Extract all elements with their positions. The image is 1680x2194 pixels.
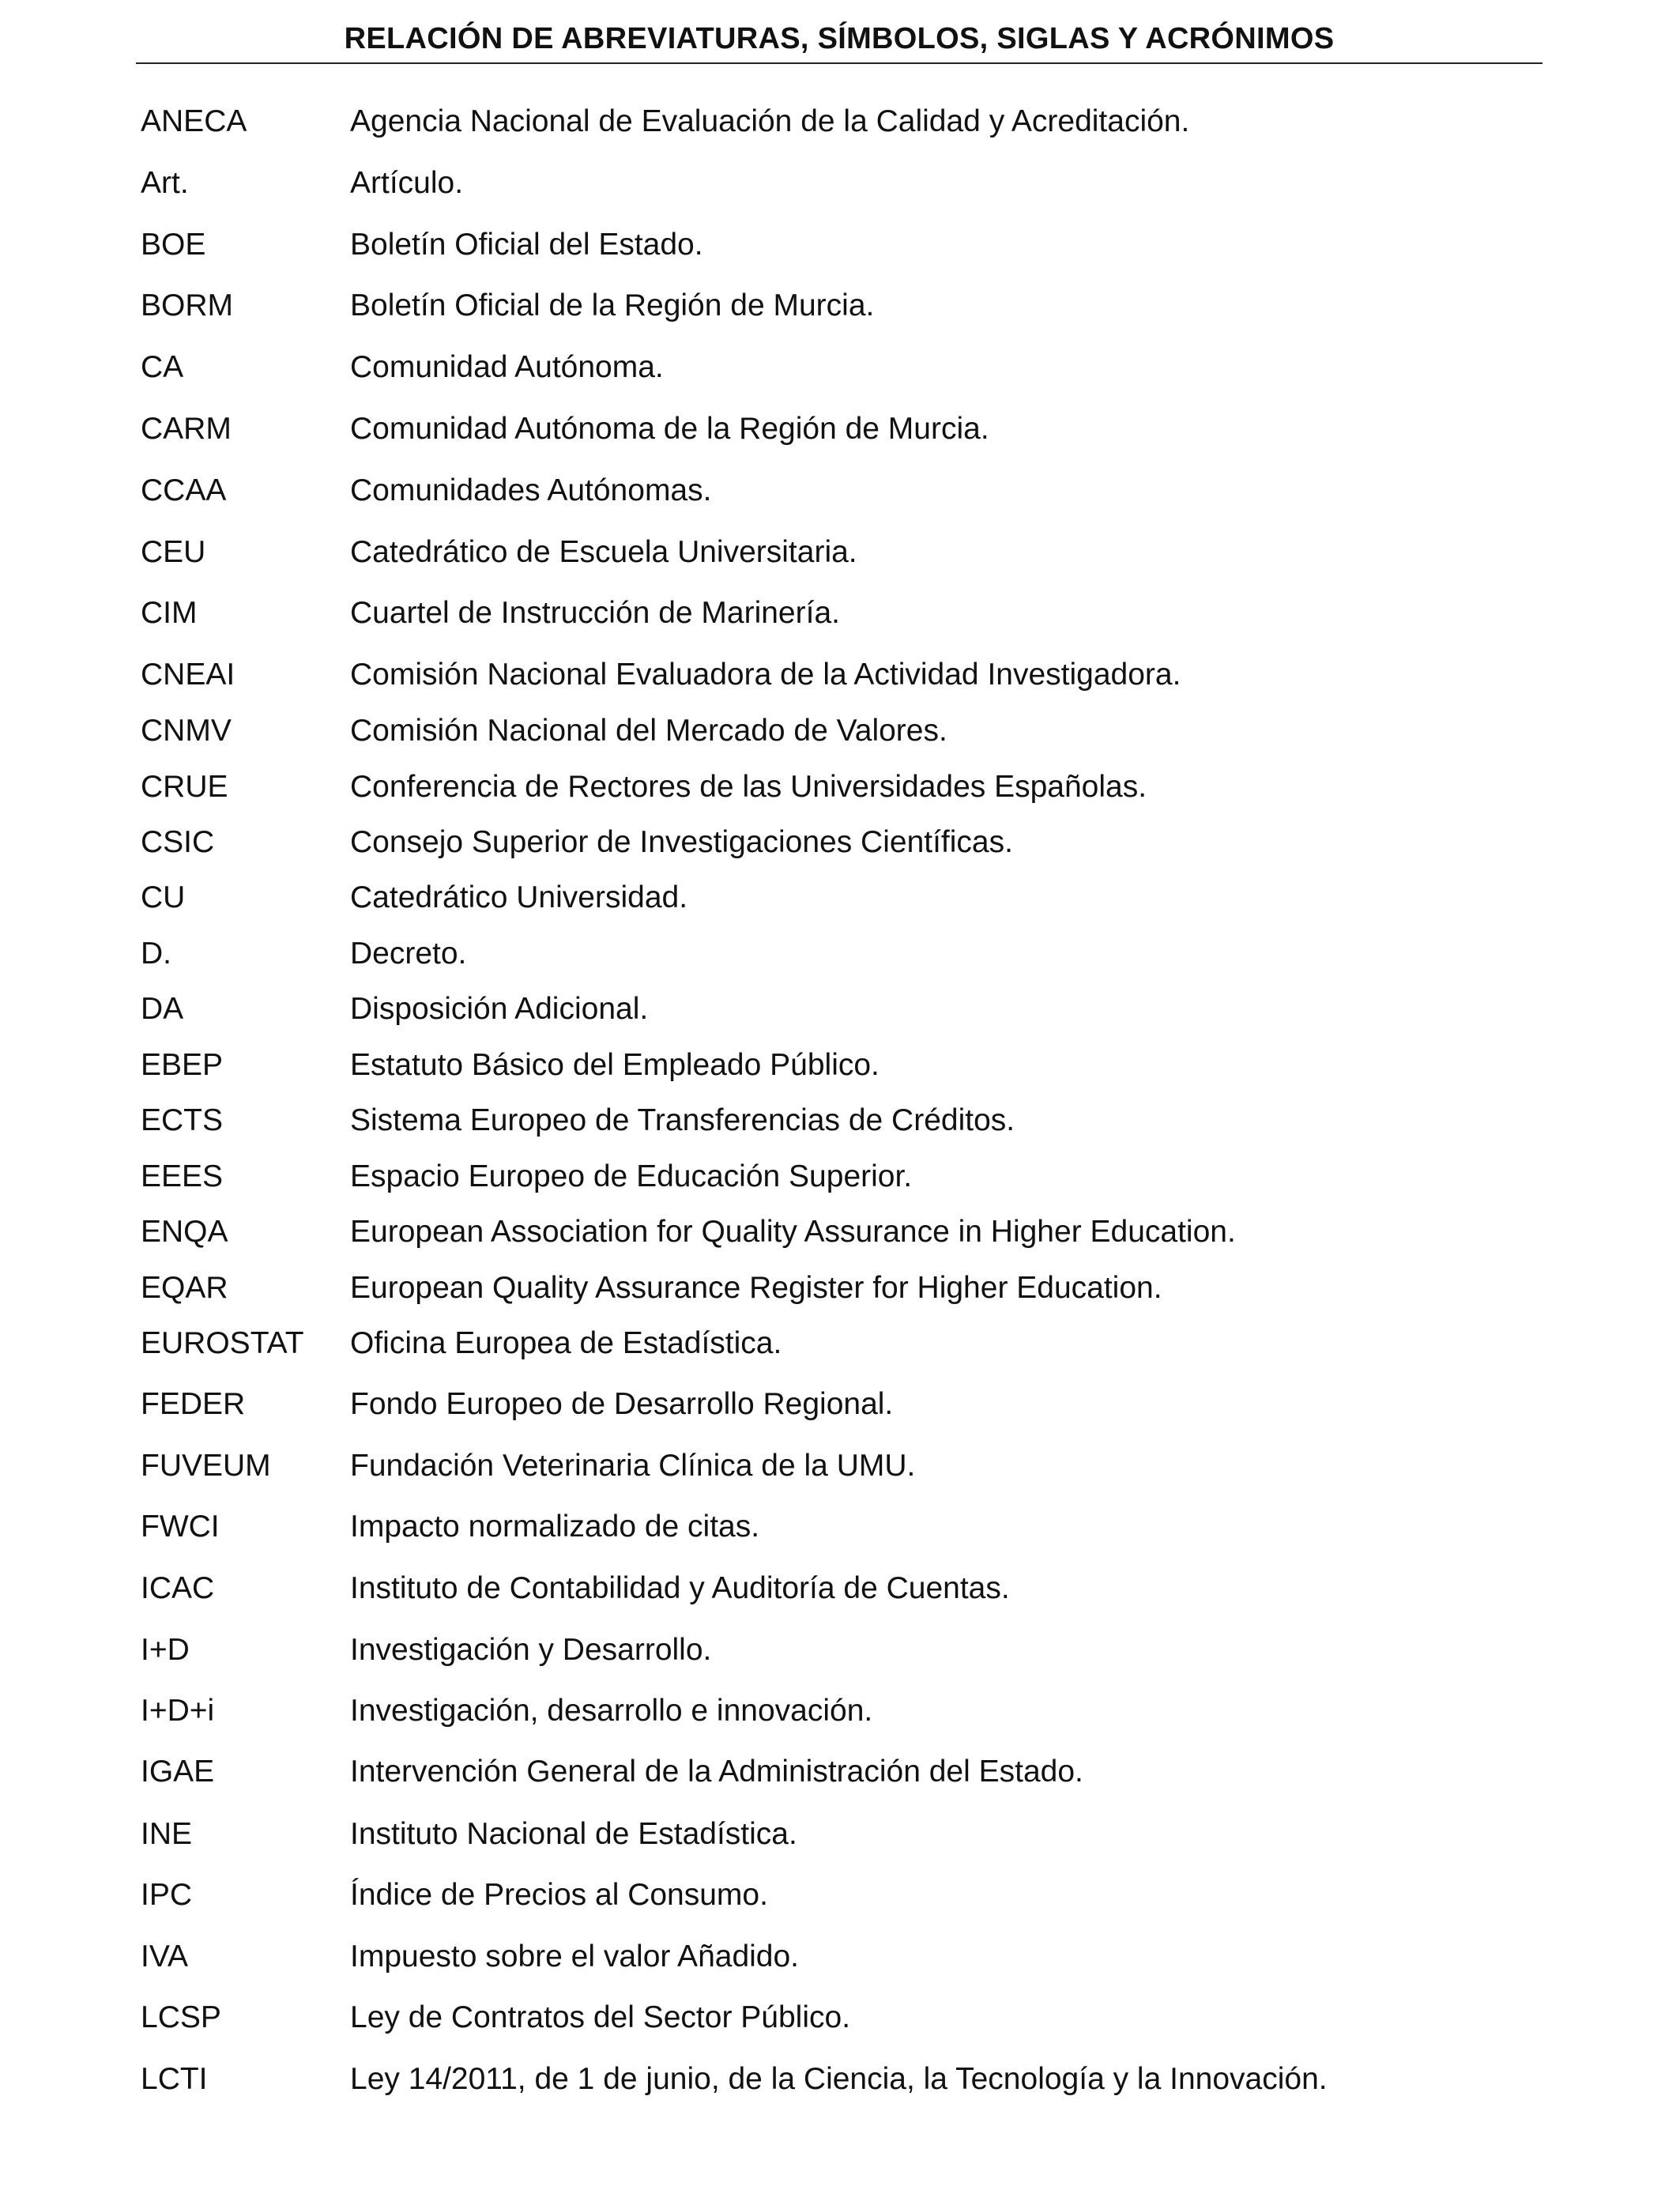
abbreviation-term: IPC — [141, 1878, 193, 1912]
abbreviation-definition: Impacto normalizado de citas. — [350, 1510, 760, 1544]
abbreviation-definition: Comisión Nacional del Mercado de Valores. — [350, 714, 947, 748]
abbreviation-term: CNEAI — [141, 658, 235, 692]
abbreviation-definition: Instituto Nacional de Estadística. — [350, 1817, 797, 1851]
abbreviation-definition: Artículo. — [350, 166, 464, 200]
abbreviation-term: DA — [141, 992, 184, 1026]
abbreviation-term: CU — [141, 880, 186, 914]
abbreviation-definition: Investigación, desarrollo e innovación. — [350, 1694, 873, 1728]
abbreviation-definition: Comunidad Autónoma de la Región de Murcia. — [350, 412, 989, 446]
abbreviation-term: I+D — [141, 1633, 190, 1667]
abbreviation-definition: Consejo Superior de Investigaciones Científicas. — [350, 825, 1013, 859]
abbreviation-term: D. — [141, 937, 171, 971]
abbreviation-term: INE — [141, 1817, 193, 1851]
page-title: RELACIÓN DE ABREVIATURAS, SÍMBOLOS, SIGLAS Y ACRÓNIMOS — [344, 22, 1335, 55]
abbreviation-term: LCSP — [141, 2000, 221, 2034]
abbreviation-definition: Oficina Europea de Estadística. — [350, 1326, 782, 1360]
abbreviation-term: I+D+i — [141, 1694, 215, 1728]
abbreviation-term: IGAE — [141, 1755, 215, 1789]
abbreviation-definition: Comisión Nacional Evaluadora de la Actividad Investigadora. — [350, 658, 1181, 692]
abbreviation-term: FEDER — [141, 1387, 246, 1421]
abbreviation-definition: Sistema Europeo de Transferencias de Créditos. — [350, 1103, 1015, 1137]
abbreviation-definition: Conferencia de Rectores de las Universidades Españolas. — [350, 770, 1147, 804]
abbreviation-term: CSIC — [141, 825, 215, 859]
abbreviation-definition: Fondo Europeo de Desarrollo Regional. — [350, 1387, 894, 1421]
abbreviation-term: EBEP — [141, 1048, 224, 1082]
abbreviation-term: CCAA — [141, 473, 227, 507]
abbreviation-term: FUVEUM — [141, 1449, 271, 1483]
abbreviation-definition: Comunidad Autónoma. — [350, 350, 664, 384]
abbreviation-definition: Espacio Europeo de Educación Superior. — [350, 1159, 913, 1193]
abbreviation-term: ICAC — [141, 1571, 215, 1605]
abbreviation-definition: Instituto de Contabilidad y Auditoría de Cuentas. — [350, 1571, 1010, 1605]
abbreviation-term: IVA — [141, 1940, 188, 1973]
abbreviation-term: Art. — [141, 166, 189, 200]
abbreviation-definition: Boletín Oficial del Estado. — [350, 228, 703, 262]
abbreviation-term: CIM — [141, 596, 198, 630]
abbreviation-definition: Índice de Precios al Consumo. — [350, 1878, 768, 1912]
abbreviation-definition: Intervención General de la Administración del Estado. — [350, 1755, 1083, 1789]
abbreviation-definition: Catedrático de Escuela Universitaria. — [350, 535, 857, 569]
abbreviation-term: CRUE — [141, 770, 228, 804]
abbreviation-definition: Fundación Veterinaria Clínica de la UMU. — [350, 1449, 916, 1483]
abbreviation-term: CA — [141, 350, 184, 384]
abbreviation-definition: Catedrático Universidad. — [350, 880, 688, 914]
abbreviation-definition: Agencia Nacional de Evaluación de la Calidad y Acreditación. — [350, 104, 1190, 138]
abbreviation-definition: Ley 14/2011, de 1 de junio, de la Ciencia, la Tecnología y la Innovación. — [350, 2062, 1328, 2096]
abbreviation-definition: Cuartel de Instrucción de Marinería. — [350, 596, 840, 630]
abbreviation-term: ECTS — [141, 1103, 224, 1137]
abbreviation-definition: Impuesto sobre el valor Añadido. — [350, 1940, 800, 1973]
abbreviation-definition: Boletín Oficial de la Región de Murcia. — [350, 288, 875, 322]
abbreviation-term: CARM — [141, 412, 232, 446]
abbreviation-definition: Estatuto Básico del Empleado Público. — [350, 1048, 880, 1082]
abbreviation-term: CEU — [141, 535, 206, 569]
abbreviation-term: EEES — [141, 1159, 224, 1193]
abbreviation-definition: European Quality Assurance Register for Higher Education. — [350, 1271, 1162, 1305]
abbreviation-definition: Investigación y Desarrollo. — [350, 1633, 712, 1667]
abbreviation-term: EUROSTAT — [141, 1326, 304, 1360]
abbreviation-definition: Comunidades Autónomas. — [350, 473, 712, 507]
abbreviation-term: EQAR — [141, 1271, 228, 1305]
abbreviation-definition: European Association for Quality Assurance in Higher Education. — [350, 1215, 1236, 1249]
abbreviation-term: ENQA — [141, 1215, 228, 1249]
abbreviation-term: BOE — [141, 228, 206, 262]
abbreviation-term: LCTI — [141, 2062, 208, 2096]
abbreviation-term: BORM — [141, 288, 233, 322]
abbreviation-term: ANECA — [141, 104, 247, 138]
abbreviation-term: CNMV — [141, 714, 232, 748]
abbreviation-term: FWCI — [141, 1510, 220, 1544]
abbreviation-definition: Decreto. — [350, 937, 467, 971]
abbreviation-definition: Ley de Contratos del Sector Público. — [350, 2000, 851, 2034]
abbreviation-definition: Disposición Adicional. — [350, 992, 649, 1026]
